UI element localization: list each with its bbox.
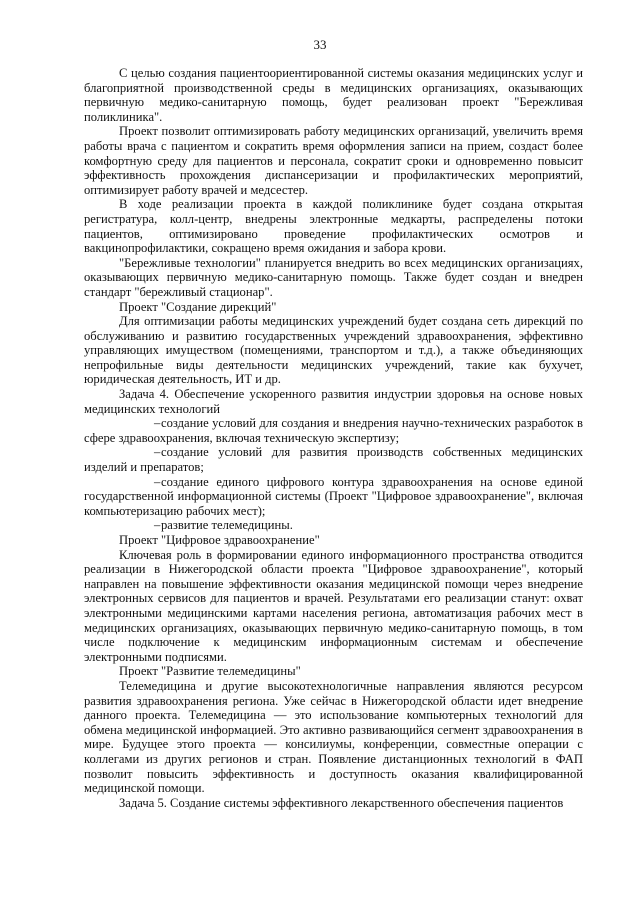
page-number: 33 [313,37,327,52]
paragraph-lean-technologies: "Бережливые технологии" планируется внедрить во всех медицинских организациях, оказывающих первичную медико-санитарную помощь. Также будет создан и внедрен стандарт "бережливый стационар". [84,255,583,299]
bullet-text: создание условий для создания и внедрения научно-технических разработок в сфере здравоохранения, включая техническую экспертизу; [84,416,583,445]
bullet-dash: – [154,416,161,431]
heading-project-digital-health: Проект "Цифровое здравоохранение" [119,533,320,547]
bullet-text: создание единого цифрового контура здравоохранения на основе единой государственной информационной системы (Проект "Цифровое здравоохранение", включая компьютеризацию рабочих мест); [84,474,583,518]
paragraph-lean-clinic-intro: С целью создания пациентоориентированной системы оказания медицинских услуг и благоприятной производственной среды в медицинских организациях, оказывающих первичную медико-санитарную помощь, будет реализован проект "Бережливая поликлиника". [84,66,583,124]
bullet-item [84,475,583,519]
bullet-text: создание условий для развития производств собственных медицинских изделий и препаратов; [84,445,583,475]
heading-project-directorates: Проект "Создание дирекций" [119,299,277,314]
paragraph-digital-health: Ключевая роль в формировании единого информационного пространства отводится реализации в Нижегородской области проекта "Цифровое здравоохранение", который направлен на повышение эффективности оказания медицинской помощи через внедрение электронных сервисов для пациентов и врачей. Результатами его реализации станут: охват электронными медицинскими картами населения региона, автоматизация рабочих мест в медицинских организациях, оказывающих первичную медико-санитарную помощь, в том числе подключение к медицинским информационным системам и обеспечение электронными подписями. [84,547,583,664]
bullet-dash: – [154,474,161,489]
paragraph-task-5: Задача 5. Создание системы эффективного лекарственного обеспечения пациентов [119,795,564,810]
bullet-item [84,518,583,533]
paragraph-lean-clinic-implementation: В ходе реализации проекта в каждой поликлинике будет создана открытая регистратура, колл-центр, внедрены электронные медкарты, распределены потоки пациентов, оптимизировано проведение профилактических осмотров и вакцинопрофилактики, сокращено время ожидания и забора крови. [84,197,583,256]
bullet-text: развитие телемедицины. [161,518,293,533]
paragraph-lean-clinic-benefits: Проект позволит оптимизировать работу медицинских организаций, увеличить время работы врача с пациентом и сократить время оформления записи на прием, создаст более комфортную среду для пациентов и персонала, сократит сроки и одновременно повысит эффективность прохождения диспансеризации и профилактических мероприятий, оптимизирует работу врачей и медсестер. [84,124,583,197]
bullet-dash: – [154,518,161,533]
bullet-item [84,416,583,445]
paragraph-telemedicine: Телемедицина и другие высокотехнологичные направления являются ресурсом развития здравоохранения региона. Уже сейчас в Нижегородской области идет внедрение данного проекта. Телемедицина — это использование компьютерных технологий для обмена медицинской информацией. Это активно развивающийся сегмент здравоохранения в мире. Будущее этого проекта — консилиумы, конференции, совместные операции с коллегами из других регионов и стран. Появление дистанционных технологий в ФАП позволит повысить эффективность и доступность оказания квалифицированной медицинской помощи. [84,678,583,796]
paragraph-task-4: Задача 4. Обеспечение ускоренного развития индустрии здоровья на основе новых медицинских технологий [84,387,583,416]
document-body [84,66,583,810]
paragraph-directorates: Для оптимизации работы медицинских учреждений будет создана сеть дирекций по обслуживанию и развитию государственных учреждений здравоохранения, эффективно управляющих имуществом (помещениями, транспортом и т.д.), а также объединяющих непрофильные виды деятельности медицинских учреждений, такие как бухучет, юридическая деятельность, ИТ и др. [84,314,583,387]
heading-project-telemedicine: Проект "Развитие телемедицины" [119,664,301,679]
bullet-dash: – [154,445,161,460]
bullet-item [84,445,583,474]
